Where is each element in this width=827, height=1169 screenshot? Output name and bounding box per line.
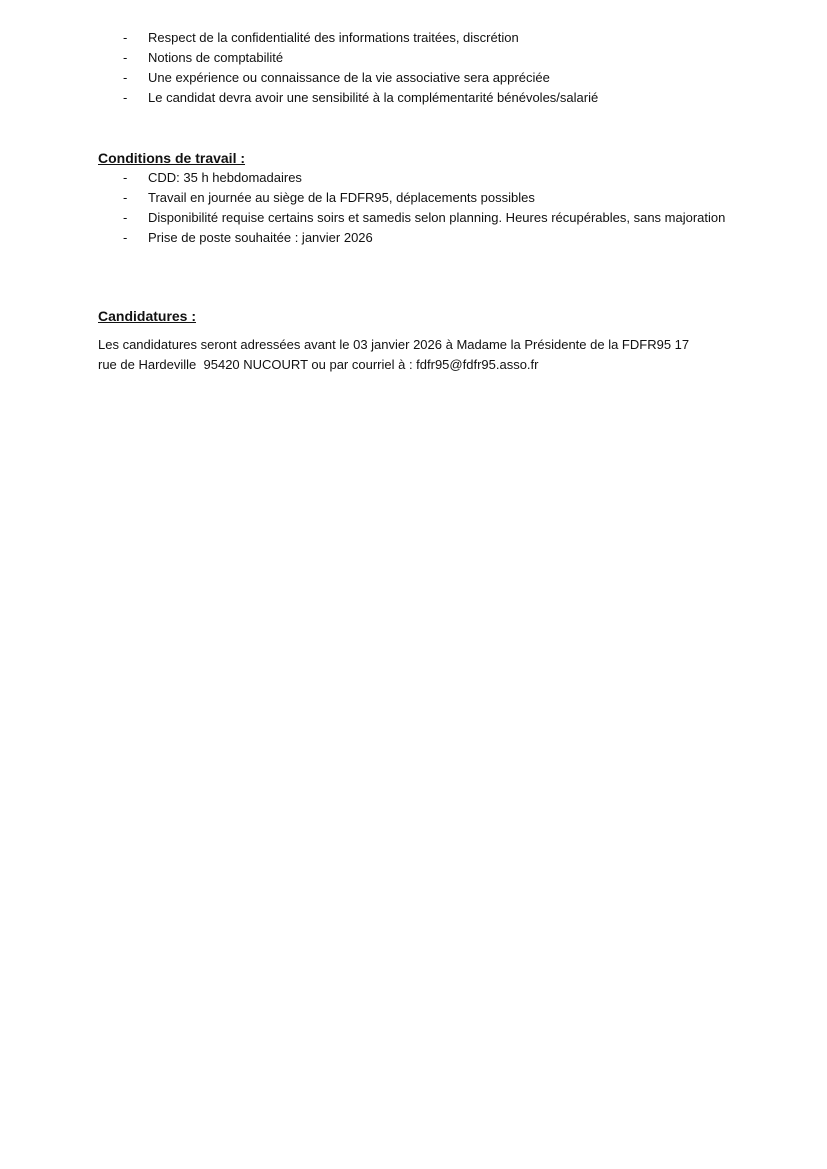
list-item <box>98 69 738 88</box>
list-item-text: CDD: 35 h hebdomadaires <box>148 170 302 185</box>
profile-requirements-list <box>98 29 738 109</box>
candidatures-heading: Candidatures : <box>98 308 197 324</box>
bullet-dash: - <box>123 170 128 185</box>
list-item <box>98 169 738 188</box>
list-item-text: Disponibilité requise certains soirs et samedis selon planning. Heures récupérables, sans majoration <box>148 210 726 225</box>
bullet-dash: - <box>123 230 128 245</box>
candidatures-text-line: Les candidatures seront adressées avant le 03 janvier 2026 à Madame la Présidente de la FDFR95 17 <box>98 337 690 352</box>
bullet-dash: - <box>123 30 128 45</box>
list-item <box>98 89 738 108</box>
conditions-list <box>98 169 738 249</box>
conditions-heading: Conditions de travail : <box>98 150 246 166</box>
list-item <box>98 29 738 48</box>
list-item <box>98 49 738 68</box>
list-item <box>98 209 738 228</box>
list-item-text: Travail en journée au siège de la FDFR95, déplacements possibles <box>148 190 535 205</box>
bullet-dash: - <box>123 50 128 65</box>
bullet-dash: - <box>123 90 128 105</box>
candidatures-text-line: rue de Hardeville 95420 NUCOURT ou par courriel à : fdfr95@fdfr95.asso.fr <box>98 357 539 372</box>
bullet-dash: - <box>123 210 128 225</box>
candidatures-paragraph <box>98 335 728 375</box>
list-item <box>98 229 738 248</box>
list-item-text: Une expérience ou connaissance de la vie associative sera appréciée <box>148 70 550 85</box>
list-item-text: Prise de poste souhaitée : janvier 2026 <box>148 230 373 245</box>
bullet-dash: - <box>123 70 128 85</box>
list-item-text: Le candidat devra avoir une sensibilité à la complémentarité bénévoles/salarié <box>148 90 599 105</box>
list-item-text: Respect de la confidentialité des informations traitées, discrétion <box>148 30 519 45</box>
bullet-dash: - <box>123 190 128 205</box>
list-item <box>98 189 738 208</box>
list-item-text: Notions de comptabilité <box>148 50 284 65</box>
